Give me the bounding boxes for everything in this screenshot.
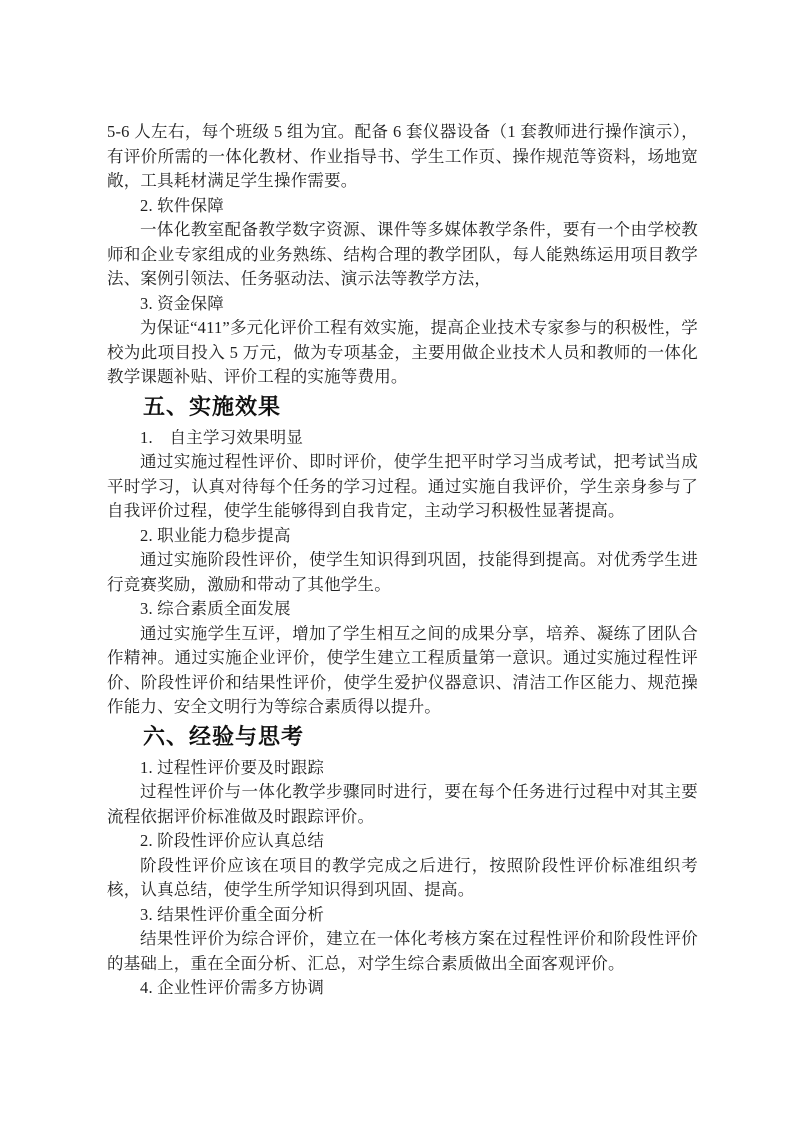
paragraph: 2. 软件保障 <box>140 195 224 215</box>
paragraph: 1. 自主学习效果明显 <box>140 427 304 447</box>
document-content <box>107 120 698 1001</box>
paragraph: 1. 过程性评价要及时跟踪 <box>140 757 325 777</box>
paragraph: 3. 综合素质全面发展 <box>140 599 291 618</box>
paragraph: 2. 阶段性评价应认真总结 <box>140 831 325 850</box>
paragraph: 过程性评价与一体化教学步骤同时进行，要在每个任务进行过程中对其主要流程依据评价标准做及时跟踪评价。 <box>107 782 698 826</box>
paragraph: 通过实施过程性评价、即时评价，使学生把平时学习当成考试，把考试当成平时学习，认真对待每个任务的学习过程。通过实施自我评价，学生亲身参与了自我评价过程，使学生能够得到自我肯定，主动学习积极性显著提高。 <box>107 452 698 520</box>
section-heading: 五、实施效果 <box>143 393 282 419</box>
paragraph: 3. 结果性评价重全面分析 <box>140 904 325 924</box>
paragraph: 3. 资金保障 <box>140 293 224 313</box>
paragraph: 为保证“411”多元化评价工程有效实施，提高企业技术专家参与的积极性，学校为此项目投入 5 万元，做为专项基金，主要用做企业技术人员和教师的一体化教学课题补贴、评价工程的实施等费用。 <box>107 318 698 386</box>
paragraph: 通过实施阶段性评价，使学生知识得到巩固，技能得到提高。对优秀学生进行竞赛奖励，激励和带动了其他学生。 <box>107 550 698 594</box>
paragraph: 结果性评价为综合评价，建立在一体化考核方案在过程性评价和阶段性评价的基础上，重在全面分析、汇总，对学生综合素质做出全面客观评价。 <box>107 929 698 973</box>
section-heading: 六、经验与思考 <box>143 723 305 749</box>
paragraph: 通过实施学生互评，增加了学生相互之间的成果分享，培养、凝练了团队合作精神。通过实施企业评价，使学生建立工程质量第一意识。通过实施过程性评价、阶段性评价和结果性评价，使学生爱护仪器意识、清洁工作区能力、规范操作能力、安全文明行为等综合素质得以提升。 <box>107 623 698 716</box>
paragraph: 4. 企业性评价需多方协调 <box>140 978 325 997</box>
paragraph: 2. 职业能力稳步提高 <box>140 525 291 545</box>
paragraph: 5-6 人左右，每个班级 5 组为宜。配备 6 套仪器设备（1 套教师进行操作演示），有评价所需的一体化教材、作业指导书、学生工作页、操作规范等资料，场地宽敞，工具耗材满足学生操作需要。 <box>107 122 698 190</box>
paragraph: 阶段性评价应该在项目的教学完成之后进行，按照阶段性评价标准组织考核，认真总结，使学生所学知识得到巩固、提高。 <box>107 855 698 899</box>
paragraph: 一体化教室配备教学数字资源、课件等多媒体教学条件，要有一个由学校教师和企业专家组成的业务熟练、结构合理的教学团队，每人能熟练运用项目教学法、案例引领法、任务驱动法、演示法等教学方法， <box>107 220 698 288</box>
